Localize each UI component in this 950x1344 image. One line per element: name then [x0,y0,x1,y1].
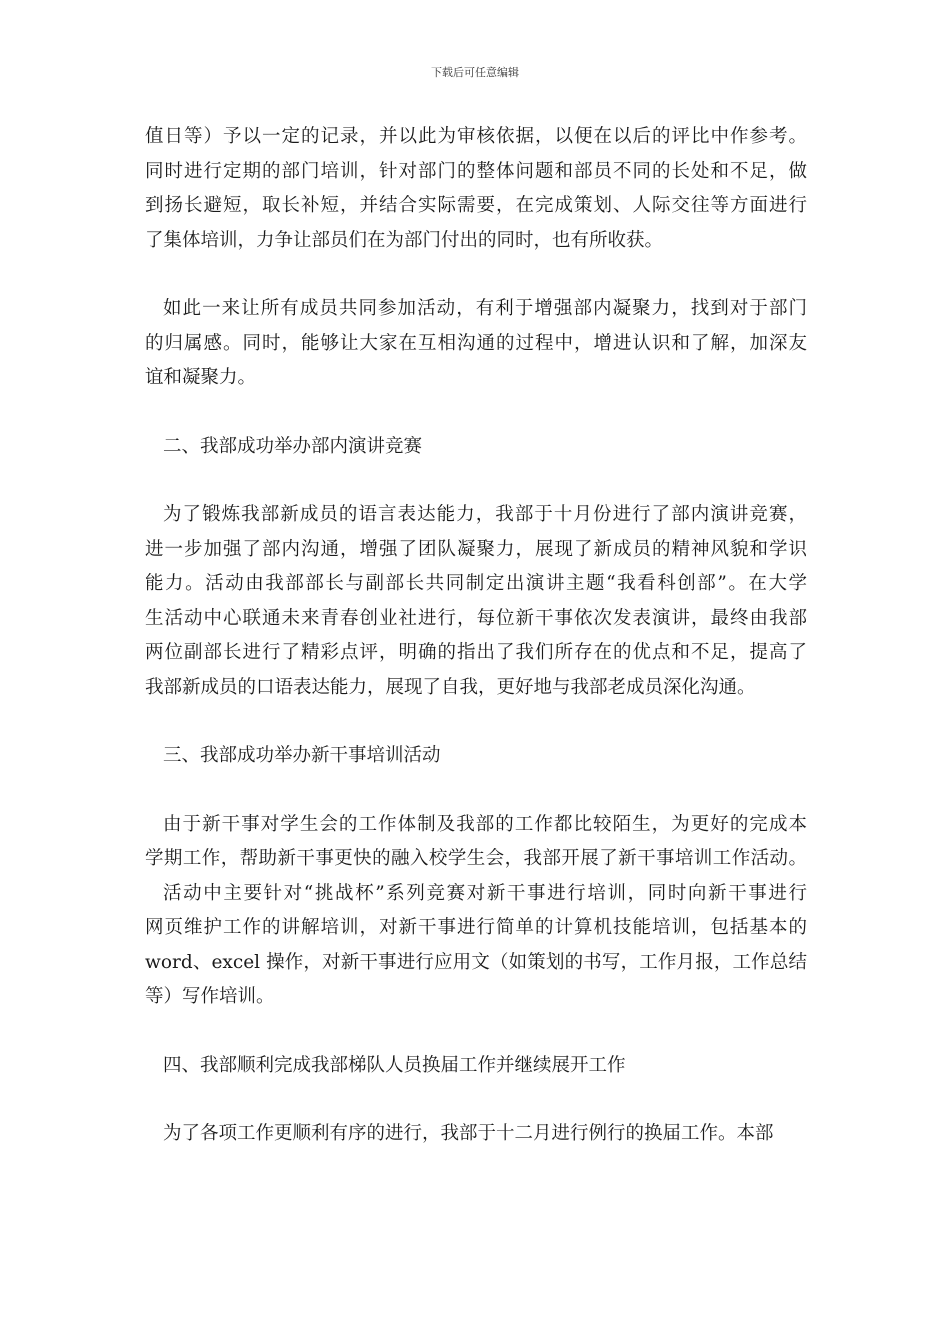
paragraph-gap [145,258,807,292]
paragraph-2 [145,292,807,396]
paragraph-gap [145,705,807,739]
section-heading-4: 四、我部顺利完成我部梯队人员换届工作并继续展开工作 [163,1054,626,1076]
paragraph-4 [145,808,807,1015]
text-line: word、excel 操作，对新干事进行应用文（如策划的书写，工作月报，工作总结 [145,951,807,973]
paragraph-5 [145,1117,807,1152]
text-line: 值日等）予以一定的记录，并以此为审核依据，以便在以后的评比中作参考。 [145,126,807,147]
paragraph-gap [145,1083,807,1117]
text-line: 进一步加强了部内沟通，增强了团队凝聚力，展现了新成员的精神风貌和学识 [145,538,807,560]
section-heading-3: 三、我部成功举办新干事培训活动 [163,745,441,766]
text-line: 两位副部长进行了精彩点评，明确的指出了我们所存在的优点和不足，提高了 [145,642,807,663]
text-line: 由于新干事对学生会的工作体制及我部的工作都比较陌生，为更好的完成本 [163,813,807,835]
paragraph-1 [145,120,807,258]
paragraph-gap [145,396,807,430]
text-line: 为了各项工作更顺利有序的进行，我部于十二月进行例行的换届工作。本部 [163,1123,774,1144]
text-line: 如此一来让所有成员共同参加活动，有利于增强部内凝聚力，找到对于部门 [163,298,807,319]
text-line: 为了锻炼我部新成员的语言表达能力，我部于十月份进行了部内演讲竞赛， [163,504,807,525]
paragraph-gap [145,774,807,808]
text-line: 生活动中心联通未来青春创业社进行，每位新干事依次发表演讲，最终由我部 [145,607,807,629]
page-header: 下载后可任意编辑 [431,66,519,79]
text-line: 能力。活动由我部部长与副部长共同制定出演讲主题“我看科创部”。在大学 [145,573,807,594]
section-heading-2: 二、我部成功举办部内演讲竞赛 [163,435,423,457]
text-line: 活动中主要针对“挑战杯”系列竞赛对新干事进行培训，同时向新干事进行 [163,882,807,904]
document-body [145,120,807,1152]
text-line: 学期工作，帮助新干事更快的融入校学生会，我部开展了新干事培训工作活动。 [145,848,807,869]
text-line: 同时进行定期的部门培训，针对部门的整体问题和部员不同的长处和不足，做 [145,160,807,182]
text-line: 我部新成员的口语表达能力，展现了自我，更好地与我部老成员深化沟通。 [145,676,756,698]
paragraph-gap [145,464,807,498]
paragraph-gap [145,1015,807,1049]
text-line: 到扬长避短，取长补短，并结合实际需要，在完成策划、人际交往等方面进行 [145,195,807,216]
paragraph-3 [145,498,807,705]
text-line: 的归属感。同时，能够让大家在互相沟通的过程中，增进认识和了解，加深友 [145,332,807,354]
text-line: 等）写作培训。 [145,986,275,1007]
text-line: 了集体培训，力争让部员们在为部门付出的同时，也有所收获。 [145,229,664,251]
text-line: 谊和凝聚力。 [145,367,257,388]
text-line: 网页维护工作的讲解培训，对新干事进行简单的计算机技能培训，包括基本的 [145,917,807,938]
